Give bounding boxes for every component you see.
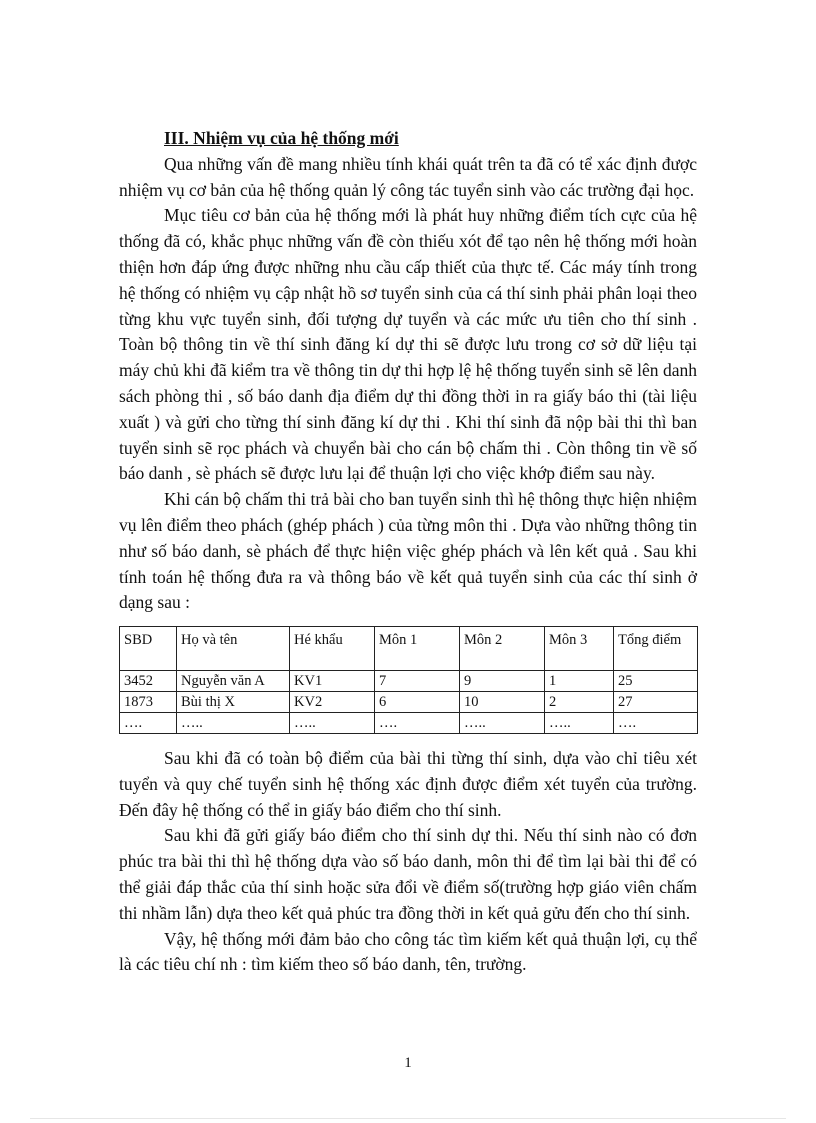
header-cell-subject-3: Môn 3 [545,627,614,671]
header-cell-subject-1: Môn 1 [375,627,460,671]
table-cell: 3452 [120,671,177,692]
header-cell-total: Tổng điểm [614,627,698,671]
header-cell-sbd: SBD [120,627,177,671]
table-cell: 9 [460,671,545,692]
table-cell: …. [120,713,177,734]
table-cell: ….. [177,713,290,734]
paragraph-3: Khi cán bộ chấm thi trả bài cho ban tuyển sinh thì hệ thông thực hiện nhiệm vụ lên điểm theo phách (ghép phách ) của từng môn thi . Dựa vào những thông tin như số báo danh, sè phách để thực hiện việc ghép phách và lên kết quả . Sau khi tính toán hệ thống đưa ra và thông báo về kết quả tuyển sinh của các thí sinh ở dạng sau : [119,489,697,613]
table-cell: 6 [375,692,460,713]
table-cell: …. [375,713,460,734]
table-cell: KV2 [290,692,375,713]
table-cell: 10 [460,692,545,713]
paragraph-1: Qua những vấn đề mang nhiều tính khái quát trên ta đã có tể xác định được nhiệm vụ cơ bản của hệ thống quản lý công tác tuyển sinh vào các trường đại học. [119,153,697,200]
table-row [120,671,698,692]
paragraph-5: Sau khi đã gửi giấy báo điểm cho thí sinh dự thi. Nếu thí sinh nào có đơn phúc tra bài thi thì hệ thống dựa vào số báo danh, môn thi để tìm lại bài thi để có thể giải đáp thắc của thí sinh hoặc sửa đổi về điểm số(trường hợp giáo viên chấm thi nhầm lẫn) dựa theo kết quả phúc tra đồng thời in kết quả gửu đến cho thí sinh. [119,825,697,923]
table-row [120,692,698,713]
section-heading: III. Nhiệm vụ của hệ thống mới [164,128,399,148]
table-cell: ….. [545,713,614,734]
table-cell: 1 [545,671,614,692]
paragraph-6: Vậy, hệ thống mới đảm bảo cho công tác tìm kiếm kết quả thuận lợi, cụ thể là các tiêu chí nh : tìm kiếm theo số báo danh, tên, trường. [119,928,697,975]
table-cell: ….. [290,713,375,734]
table-row [120,713,698,734]
table-cell: …. [614,713,698,734]
table-cell: 27 [614,692,698,713]
body-text-before-table [119,126,697,616]
table-cell: Nguyễn văn A [177,671,290,692]
table-cell: KV1 [290,671,375,692]
table-cell: 2 [545,692,614,713]
header-cell-name: Họ và tên [177,627,290,671]
body-text-after-table [119,746,697,978]
paragraph-4: Sau khi đã có toàn bộ điểm của bài thi từng thí sinh, dựa vào chỉ tiêu xét tuyển và quy chế tuyển sinh hệ thống xác định được điểm xét tuyển của trường. Đến đây hệ thống có thể in giấy báo điểm cho thí sinh. [119,748,697,820]
table-cell: Bùi thị X [177,692,290,713]
header-cell-household: Hé khẩu [290,627,375,671]
header-cell-subject-2: Môn 2 [460,627,545,671]
page-number: 1 [404,1055,412,1071]
table-cell: 1873 [120,692,177,713]
paragraph-2: Mục tiêu cơ bản của hệ thống mới là phát huy những điểm tích cực của hệ thống đã có, khắc phục những vấn đề còn thiếu xót để tạo nên hệ thống mới hoàn thiện hơn đáp ứng được những nhu cầu cấp thiết của thực tế. Các máy tính trong hệ thống có nhiệm vụ cập nhật hồ sơ tuyển sinh của cá thí sinh phải phân loại theo từng khu vực tuyển sinh, đối tượng dự tuyển và các mức ưu tiên cho thí sinh . Toàn bộ thông tin về thí sinh đăng kí dự thi sẽ được lưu trong cơ sở dữ liệu tại máy chủ khi đã kiểm tra về thông tin dự thi hợp lệ hệ thống tuyển sinh sẽ lên danh sách phòng thi , số báo danh địa điểm dự thi đồng thời in ra giấy báo thi (tài liệu xuất ) và gửi cho từng thí sinh đăng kí dự thi . Khi thí sinh đã nộp bài thi thì ban tuyển sinh sẽ rọc phách và chuyển bài cho cán bộ chấm thi . Còn thông tin về số báo danh , sè phách sẽ được lưu lại để thuận lợi cho việc khớp điểm sau này. [119,205,697,484]
table-cell: ….. [460,713,545,734]
results-table [119,626,698,734]
page-bottom-divider [30,1118,786,1119]
table-cell: 25 [614,671,698,692]
table-header-row [120,627,698,671]
table-cell: 7 [375,671,460,692]
